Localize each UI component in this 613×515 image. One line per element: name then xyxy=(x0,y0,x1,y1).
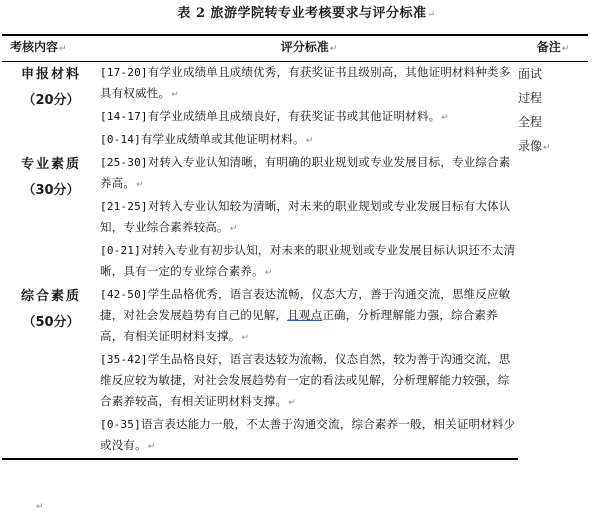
section-item-comprehensive xyxy=(2,284,100,459)
paragraph-mark-icon: ↵ xyxy=(241,333,250,343)
item-name: 申报材料 xyxy=(20,67,81,82)
remark-line: 面试 xyxy=(518,67,543,81)
paragraph-mark-icon: ↵ xyxy=(136,180,144,190)
paragraph-mark-icon: ↵ xyxy=(229,224,238,234)
remark-line: 过程 xyxy=(518,91,543,105)
header-item: 考核内容↵ xyxy=(2,35,100,62)
remark-line: 全程 xyxy=(518,115,543,129)
criterion: [21-25]对转入专业认知较为清晰，对未来的职业规划或专业发展目标有大体认知，专业综合素养较高。↵ xyxy=(100,199,511,234)
paragraph-mark-icon: ↵ xyxy=(543,143,551,153)
paragraph-mark-icon: ↵ xyxy=(441,113,450,123)
remark-line: 录像↵ xyxy=(518,139,551,153)
criterion: [25-30]对转入专业认知清晰，有明确的职业规划或专业发展目标，专业综合素养高。↵ xyxy=(100,155,511,190)
criterion: [0-35]语言表达能力一般，不太善于沟通交流，综合素养一般，相关证明材料少或没有。↵ xyxy=(100,417,516,452)
item-name: 综合素质 xyxy=(20,289,81,304)
criterion: [35-42]学生品格良好，语言表达较为流畅，仪态自然，较为善于沟通交流，思维反应较为敏捷，对社会发展趋势有一定的看法或见解，分析理解能力较强，综合素养较高，有相关证明材料支撑。↵ xyxy=(100,352,511,408)
section-row-comprehensive xyxy=(2,284,588,459)
criterion: [0-14]有学业成绩单或其他证明材料。↵ xyxy=(100,132,314,146)
criteria-cell-professional xyxy=(100,152,518,284)
paragraph-mark-icon: ↵ xyxy=(147,442,156,452)
table-caption xyxy=(0,4,613,25)
item-score: （20分） xyxy=(22,93,80,108)
item-name: 专业素质 xyxy=(20,157,81,172)
paragraph-mark-icon: ↵ xyxy=(59,44,67,54)
paragraph-mark-icon: ↵ xyxy=(171,90,179,100)
remark-cell xyxy=(518,62,588,460)
criteria-cell-comprehensive xyxy=(100,284,518,459)
criteria-cell-material xyxy=(100,62,518,153)
paragraph-mark-icon: ↵ xyxy=(264,268,273,278)
paragraph-mark-icon: ↵ xyxy=(427,10,436,20)
item-score: （30分） xyxy=(22,183,80,198)
paragraph-mark-icon: ↵ xyxy=(36,502,44,512)
underlined-text: 且观点 xyxy=(287,308,323,322)
section-item-professional xyxy=(2,152,100,284)
header-remark: 备注↵ xyxy=(518,35,588,62)
item-score: （50分） xyxy=(22,315,80,330)
header-row xyxy=(2,35,588,62)
paragraph-mark-icon: ↵ xyxy=(288,398,296,408)
section-row-material xyxy=(2,62,588,153)
section-item-material xyxy=(2,62,100,153)
evaluation-table xyxy=(2,34,588,460)
section-row-professional xyxy=(2,152,588,284)
header-criteria: 评分标准↵ xyxy=(100,35,518,62)
criterion: [42-50]学生品格优秀，语言表达流畅，仪态大方，善于沟通交流，思维反应敏捷，对社会发展趋势有自己的见解，且观点正确，分析理解能力强，综合素养高，有相关证明材料支撑。↵ xyxy=(100,287,511,343)
criterion: [17-20]有学业成绩单且成绩优秀，有获奖证书且级别高，其他证明材料种类多具有权威性。↵ xyxy=(100,65,511,100)
criterion: [14-17]有学业成绩单且成绩良好，有获奖证书或其他证明材料。↵ xyxy=(100,109,450,123)
paragraph-mark-icon: ↵ xyxy=(561,44,570,54)
paragraph-mark-icon: ↵ xyxy=(329,44,338,54)
paragraph-mark-icon: ↵ xyxy=(305,136,314,146)
caption-text: 表 2 旅游学院转专业考核要求与评分标准 xyxy=(177,6,427,21)
criterion: [0-21]对转入专业有初步认知，对未来的职业规划或专业发展目标认识还不太清晰，具有一定的专业综合素养。↵ xyxy=(100,243,516,278)
